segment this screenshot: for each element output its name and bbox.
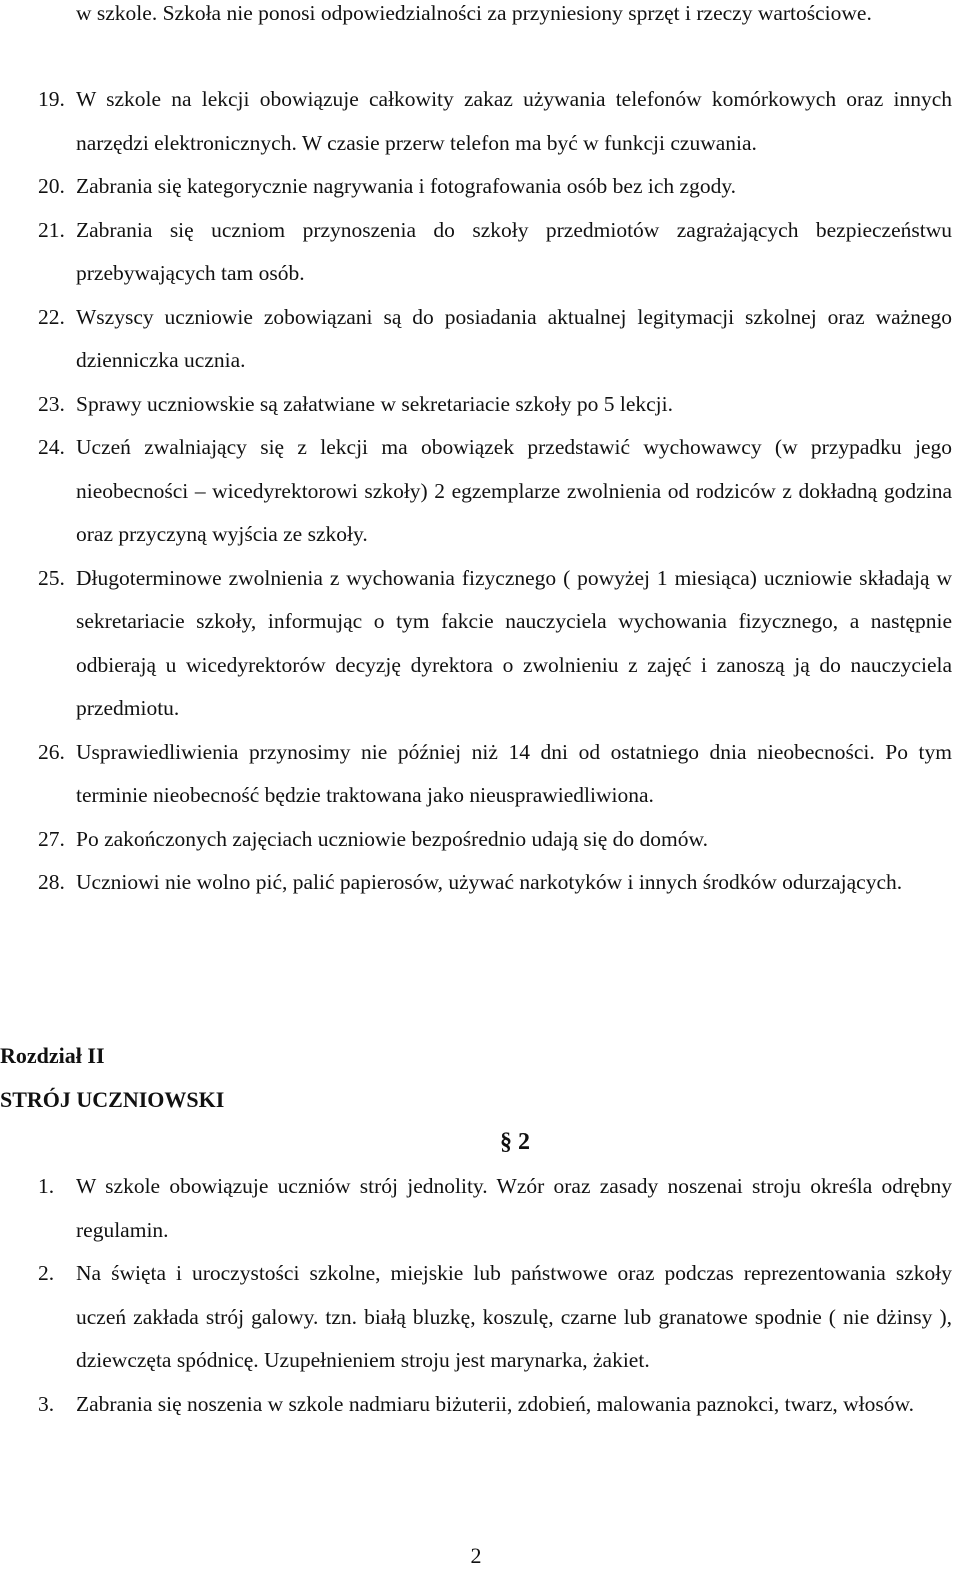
rule-number: 27. <box>38 826 65 851</box>
dress-rule-item <box>0 1383 960 1427</box>
rule-number: 24. <box>38 435 65 459</box>
continued-rule-text: w szkole. Szkoła nie ponosi odpowiedzialności za przyniesiony sprzęt i rzeczy wartościowe. <box>76 1 872 25</box>
school-rules-list <box>0 78 960 905</box>
rule-text: Usprawiedliwienia przynosimy nie później niż 14 dni od ostatniego dnia nieobecności. Po tym terminie nieobecność będzie traktowana jako nieusprawiedliwiona. <box>76 739 952 807</box>
rule-item <box>0 78 960 165</box>
dress-rule-text: Zabrania się noszenia w szkole nadmiaru biżuterii, zdobień, malowania paznokci, twarz, włosów. <box>76 1391 915 1416</box>
dress-rule-text: Na święta i uroczystości szkolne, miejskie lub państwowe oraz podczas reprezentowania szkoły uczeń zakłada strój galowy. tzn. białą bluzkę, koszulę, czarne lub granatowe spodnie ( nie dżinsy ), dziewczęta spódnicę. Uzupełnieniem stroju jest marynarka, żakiet. <box>76 1261 952 1372</box>
dress-rule-text: W szkole obowiązuje uczniów strój jednolity. Wzór oraz zasady noszenai stroju określa odrębny regulamin. <box>76 1174 952 1242</box>
rule-item <box>0 861 960 905</box>
chapter-title: STRÓJ UCZNIOWSKI <box>0 1087 225 1112</box>
dress-rule-item <box>0 1165 960 1252</box>
rule-item <box>0 209 960 296</box>
rule-item <box>0 165 960 209</box>
rule-text: Długoterminowe zwolnienia z wychowania fizycznego ( powyżej 1 miesiąca) uczniowie składają w sekretariacie szkoły, informując o tym fakcie nauczyciela wychowania fizycznego, a następnie odbierają u wicedyrektorów decyzję dyrektora o zwolnieniu z zajęć i zanoszą ją do nauczyciela przedmiotu. <box>76 565 952 720</box>
rule-text: Sprawy uczniowskie są załatwiane w sekretariacie szkoły po 5 lekcji. <box>76 391 674 416</box>
rule-item <box>0 426 960 557</box>
rule-item <box>0 296 960 383</box>
rule-number: 22. <box>38 304 65 329</box>
dress-rule-number: 2. <box>38 1261 55 1285</box>
rule-item <box>0 731 960 818</box>
dress-code-list <box>0 1165 960 1426</box>
page-number: 2 <box>470 1543 482 1568</box>
rule-item <box>0 383 960 427</box>
rule-number: 21. <box>38 217 65 242</box>
dress-rule-number: 1. <box>38 1174 55 1198</box>
rule-number: 28. <box>38 870 65 894</box>
paragraph-heading: § 2 <box>500 1129 530 1155</box>
rule-text: Uczniowi nie wolno pić, palić papierosów, używać narkotyków i innych środków odurzających. <box>76 870 903 894</box>
rule-number: 19. <box>38 87 65 111</box>
dress-rule-item <box>0 1252 960 1383</box>
chapter-label: Rozdział II <box>0 1043 105 1068</box>
rule-text: W szkole na lekcji obowiązuje całkowity zakaz używania telefonów komórkowych oraz innych narzędzi elektronicznych. W czasie przerw telefon ma być w funkcji czuwania. <box>76 87 952 155</box>
rule-number: 25. <box>38 565 65 590</box>
rule-item <box>0 557 960 731</box>
rule-text: Po zakończonych zajęciach uczniowie bezpośrednio udają się do domów. <box>76 826 709 851</box>
rule-number: 23. <box>38 391 65 416</box>
dress-rule-number: 3. <box>38 1391 55 1416</box>
rule-text: Uczeń zwalniający się z lekcji ma obowiązek przedstawić wychowawcy (w przypadku jego nieobecności – wicedyrektorowi szkoły) 2 egzemplarze zwolnienia od rodziców z dokładną godzina oraz przyczyną wyjścia ze szkoły. <box>76 435 952 546</box>
rule-text: Wszyscy uczniowie zobowiązani są do posiadania aktualnej legitymacji szkolnej oraz ważnego dzienniczka ucznia. <box>76 304 952 372</box>
rule-number: 20. <box>38 174 65 198</box>
rule-text: Zabrania się kategorycznie nagrywania i fotografowania osób bez ich zgody. <box>76 174 737 198</box>
rule-text: Zabrania się uczniom przynoszenia do szkoły przedmiotów zagrażających bezpieczeństwu przebywających tam osób. <box>76 217 952 285</box>
rule-item <box>0 818 960 862</box>
rule-number: 26. <box>38 739 65 764</box>
